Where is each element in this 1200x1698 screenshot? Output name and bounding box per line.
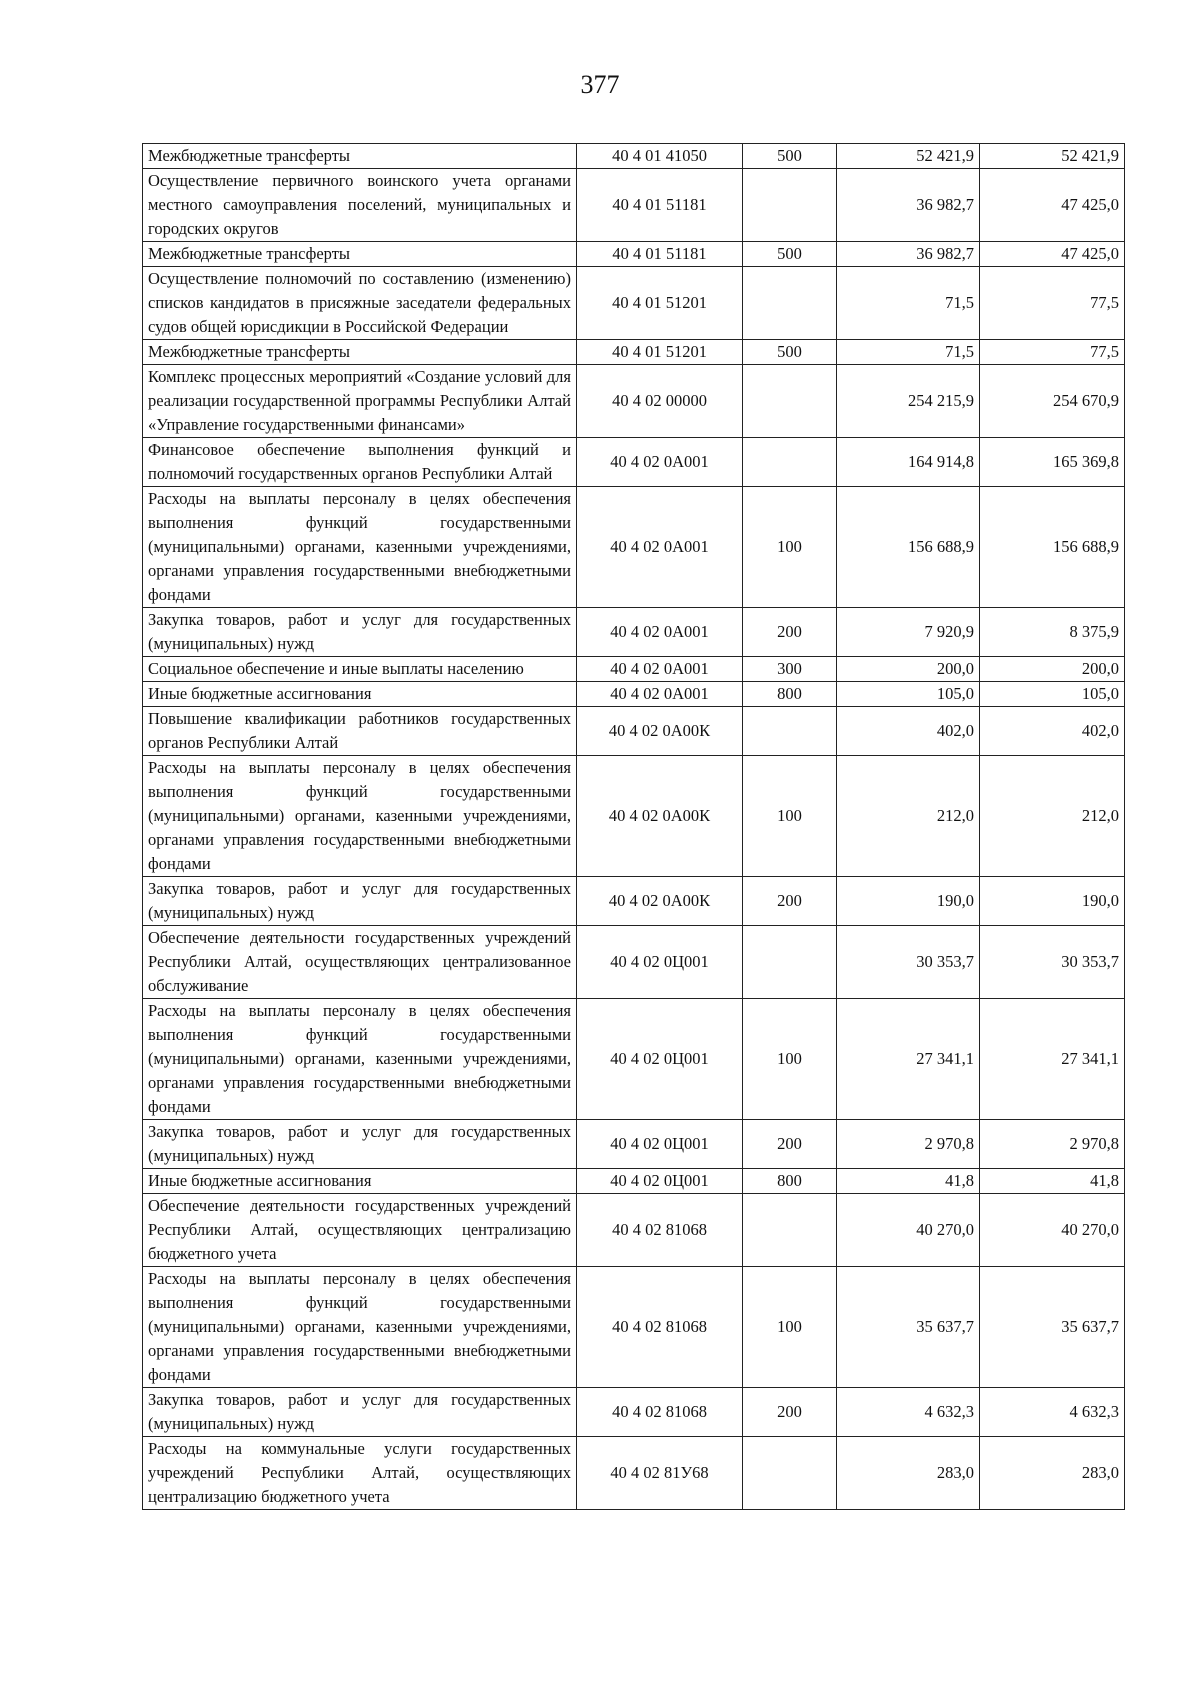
expense-type-cell: 200: [743, 1388, 837, 1437]
table-row: [143, 438, 1125, 487]
amount-year2-cell: 52 421,9: [980, 144, 1125, 169]
amount-year1-cell: 36 982,7: [837, 169, 980, 242]
amount-year1-cell: 35 637,7: [837, 1267, 980, 1388]
amount-year1-cell: 164 914,8: [837, 438, 980, 487]
table-row: [143, 1388, 1125, 1437]
expense-name-cell: Осуществление полномочий по составлению (изменению) списков кандидатов в присяжные заседатели федеральных судов общей юрисдикции в Российской Федерации: [143, 267, 577, 340]
expense-type-cell: 500: [743, 144, 837, 169]
target-code-cell: 40 4 02 81У68: [577, 1437, 743, 1510]
amount-year1-cell: 156 688,9: [837, 487, 980, 608]
amount-year2-cell: 40 270,0: [980, 1194, 1125, 1267]
table-row: [143, 657, 1125, 682]
expense-type-cell: [743, 926, 837, 999]
amount-year2-cell: 30 353,7: [980, 926, 1125, 999]
target-code-cell: 40 4 02 81068: [577, 1267, 743, 1388]
budget-table-body: [143, 144, 1125, 1510]
target-code-cell: 40 4 02 81068: [577, 1194, 743, 1267]
expense-type-cell: [743, 169, 837, 242]
target-code-cell: 40 4 01 51201: [577, 340, 743, 365]
expense-type-cell: 100: [743, 999, 837, 1120]
target-code-cell: 40 4 02 0А001: [577, 438, 743, 487]
expense-type-cell: 500: [743, 340, 837, 365]
amount-year2-cell: 27 341,1: [980, 999, 1125, 1120]
expense-name-cell: Расходы на коммунальные услуги государственных учреждений Республики Алтай, осуществляющих централизацию бюджетного учета: [143, 1437, 577, 1510]
expense-type-cell: 100: [743, 1267, 837, 1388]
amount-year1-cell: 41,8: [837, 1169, 980, 1194]
table-row: [143, 487, 1125, 608]
expense-name-cell: Расходы на выплаты персоналу в целях обеспечения выполнения функций государственными (муниципальными) органами, казенными учреждениями, органами управления государственными внебюджетными фондами: [143, 1267, 577, 1388]
amount-year2-cell: 35 637,7: [980, 1267, 1125, 1388]
table-row: [143, 682, 1125, 707]
amount-year2-cell: 2 970,8: [980, 1120, 1125, 1169]
amount-year2-cell: 105,0: [980, 682, 1125, 707]
amount-year2-cell: 4 632,3: [980, 1388, 1125, 1437]
amount-year1-cell: 27 341,1: [837, 999, 980, 1120]
table-row: [143, 1120, 1125, 1169]
table-row: [143, 707, 1125, 756]
target-code-cell: 40 4 01 51201: [577, 267, 743, 340]
expense-type-cell: 300: [743, 657, 837, 682]
amount-year1-cell: 30 353,7: [837, 926, 980, 999]
target-code-cell: 40 4 01 41050: [577, 144, 743, 169]
amount-year1-cell: 4 632,3: [837, 1388, 980, 1437]
target-code-cell: 40 4 01 51181: [577, 169, 743, 242]
amount-year1-cell: 105,0: [837, 682, 980, 707]
target-code-cell: 40 4 02 0Ц001: [577, 1120, 743, 1169]
table-row: [143, 242, 1125, 267]
table-row: [143, 1267, 1125, 1388]
expense-type-cell: 100: [743, 756, 837, 877]
expense-type-cell: [743, 707, 837, 756]
target-code-cell: 40 4 02 0Ц001: [577, 999, 743, 1120]
table-row: [143, 999, 1125, 1120]
amount-year2-cell: 47 425,0: [980, 242, 1125, 267]
amount-year1-cell: 254 215,9: [837, 365, 980, 438]
target-code-cell: 40 4 02 81068: [577, 1388, 743, 1437]
expense-name-cell: Закупка товаров, работ и услуг для государственных (муниципальных) нужд: [143, 877, 577, 926]
expense-type-cell: 200: [743, 608, 837, 657]
target-code-cell: 40 4 01 51181: [577, 242, 743, 267]
amount-year2-cell: 283,0: [980, 1437, 1125, 1510]
expense-type-cell: 200: [743, 1120, 837, 1169]
expense-type-cell: [743, 365, 837, 438]
table-row: [143, 340, 1125, 365]
expense-type-cell: 800: [743, 682, 837, 707]
table-row: [143, 926, 1125, 999]
expense-name-cell: Повышение квалификации работников государственных органов Республики Алтай: [143, 707, 577, 756]
table-row: [143, 169, 1125, 242]
expense-type-cell: [743, 438, 837, 487]
page-number: 377: [580, 70, 620, 99]
amount-year2-cell: 47 425,0: [980, 169, 1125, 242]
table-row: [143, 1169, 1125, 1194]
expense-name-cell: Социальное обеспечение и иные выплаты населению: [143, 657, 577, 682]
expense-name-cell: Иные бюджетные ассигнования: [143, 1169, 577, 1194]
expense-type-cell: 200: [743, 877, 837, 926]
amount-year2-cell: 402,0: [980, 707, 1125, 756]
budget-table: [142, 143, 1125, 1510]
target-code-cell: 40 4 02 0А00К: [577, 756, 743, 877]
amount-year2-cell: 200,0: [980, 657, 1125, 682]
table-row: [143, 1194, 1125, 1267]
target-code-cell: 40 4 02 0А001: [577, 608, 743, 657]
amount-year2-cell: 190,0: [980, 877, 1125, 926]
expense-name-cell: Обеспечение деятельности государственных учреждений Республики Алтай, осуществляющих централизацию бюджетного учета: [143, 1194, 577, 1267]
expense-name-cell: Осуществление первичного воинского учета органами местного самоуправления поселений, муниципальных и городских округов: [143, 169, 577, 242]
amount-year1-cell: 71,5: [837, 340, 980, 365]
expense-name-cell: Комплекс процессных мероприятий «Создание условий для реализации государственной программы Республики Алтай «Управление государственными финансами»: [143, 365, 577, 438]
table-row: [143, 365, 1125, 438]
amount-year1-cell: 200,0: [837, 657, 980, 682]
amount-year1-cell: 212,0: [837, 756, 980, 877]
expense-type-cell: 500: [743, 242, 837, 267]
target-code-cell: 40 4 02 0А00К: [577, 877, 743, 926]
expense-name-cell: Финансовое обеспечение выполнения функций и полномочий государственных органов Республики Алтай: [143, 438, 577, 487]
target-code-cell: 40 4 02 0А00К: [577, 707, 743, 756]
amount-year2-cell: 165 369,8: [980, 438, 1125, 487]
table-row: [143, 1437, 1125, 1510]
table-row: [143, 267, 1125, 340]
amount-year2-cell: 8 375,9: [980, 608, 1125, 657]
amount-year1-cell: 7 920,9: [837, 608, 980, 657]
amount-year1-cell: 190,0: [837, 877, 980, 926]
expense-name-cell: Расходы на выплаты персоналу в целях обеспечения выполнения функций государственными (муниципальными) органами, казенными учреждениями, органами управления государственными внебюджетными фондами: [143, 487, 577, 608]
expense-name-cell: Межбюджетные трансферты: [143, 242, 577, 267]
amount-year2-cell: 156 688,9: [980, 487, 1125, 608]
expense-name-cell: Межбюджетные трансферты: [143, 340, 577, 365]
amount-year2-cell: 254 670,9: [980, 365, 1125, 438]
expense-type-cell: [743, 1437, 837, 1510]
amount-year1-cell: 36 982,7: [837, 242, 980, 267]
table-row: [143, 756, 1125, 877]
expense-type-cell: [743, 1194, 837, 1267]
amount-year1-cell: 52 421,9: [837, 144, 980, 169]
amount-year1-cell: 71,5: [837, 267, 980, 340]
target-code-cell: 40 4 02 0А001: [577, 657, 743, 682]
target-code-cell: 40 4 02 0Ц001: [577, 1169, 743, 1194]
amount-year1-cell: 2 970,8: [837, 1120, 980, 1169]
target-code-cell: 40 4 02 0А001: [577, 682, 743, 707]
expense-type-cell: [743, 267, 837, 340]
target-code-cell: 40 4 02 00000: [577, 365, 743, 438]
expense-type-cell: 100: [743, 487, 837, 608]
expense-name-cell: Расходы на выплаты персоналу в целях обеспечения выполнения функций государственными (муниципальными) органами, казенными учреждениями, органами управления государственными внебюджетными фондами: [143, 756, 577, 877]
amount-year2-cell: 41,8: [980, 1169, 1125, 1194]
expense-name-cell: Обеспечение деятельности государственных учреждений Республики Алтай, осуществляющих централизованное обслуживание: [143, 926, 577, 999]
expense-type-cell: 800: [743, 1169, 837, 1194]
target-code-cell: 40 4 02 0Ц001: [577, 926, 743, 999]
table-row: [143, 144, 1125, 169]
amount-year2-cell: 212,0: [980, 756, 1125, 877]
amount-year1-cell: 40 270,0: [837, 1194, 980, 1267]
expense-name-cell: Расходы на выплаты персоналу в целях обеспечения выполнения функций государственными (муниципальными) органами, казенными учреждениями, органами управления государственными внебюджетными фондами: [143, 999, 577, 1120]
amount-year2-cell: 77,5: [980, 340, 1125, 365]
amount-year1-cell: 283,0: [837, 1437, 980, 1510]
expense-name-cell: Закупка товаров, работ и услуг для государственных (муниципальных) нужд: [143, 1120, 577, 1169]
expense-name-cell: Закупка товаров, работ и услуг для государственных (муниципальных) нужд: [143, 608, 577, 657]
table-row: [143, 877, 1125, 926]
target-code-cell: 40 4 02 0А001: [577, 487, 743, 608]
expense-name-cell: Закупка товаров, работ и услуг для государственных (муниципальных) нужд: [143, 1388, 577, 1437]
expense-name-cell: Иные бюджетные ассигнования: [143, 682, 577, 707]
expense-name-cell: Межбюджетные трансферты: [143, 144, 577, 169]
amount-year1-cell: 402,0: [837, 707, 980, 756]
amount-year2-cell: 77,5: [980, 267, 1125, 340]
table-row: [143, 608, 1125, 657]
